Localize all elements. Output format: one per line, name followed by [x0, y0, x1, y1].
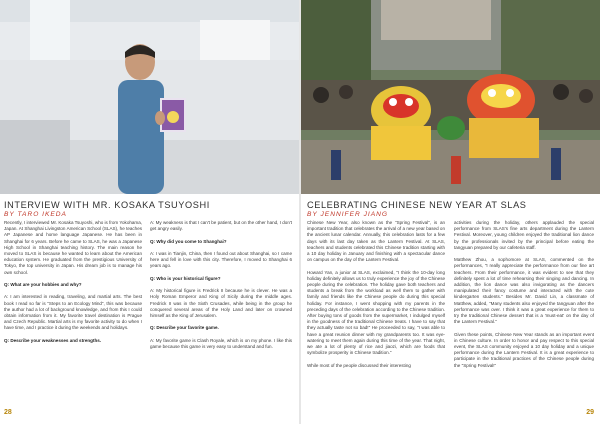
page-number: 29	[586, 409, 594, 416]
paragraph: Howard Yan, a junior at SLAS, exclaimed, "I think the 10-day long holiday definitely allows us to truly experience the joy of the Chinese people during the celebration. The holiday gave both teachers and students a break from the workload as well them to gather with family and friends like the Chinese people do during this special holiday. For instance, I went shopping with my parents in the preceding days of the celebration according to the Chinese tradition. After buying tons of goods from the supermarket, I indulged myself in the goodness of the traditional Chinese treats. I have to say that they actually taste not so bad!" He proceeded to say, "I was able to have a great reunion dinner with my grandparents too. It was eye-watering to meet them again during this time of the year. That night, we ate a lot of plenty of rice and jiaozi, which are foods that symbolize prosperity in Chinese tradition."	[307, 269, 445, 356]
paragraph: Recently, I interviewed Mr. Kosaka Tsuyoshi, who is from Yokohama, Japan. At Shanghai Livingston American School (SLAS), he teaches AP Japanese and home language Japanese. He has been in Shanghai for 6 years. Before he came to SLAS, he was a Japanese High School in Shanghai teaching history. The main reason he moved to SLAS is because he wanted to learn about the American education system. He graduated from the prestigious University of Tokyo, the top university in Japan. His dream job is to manage his own school.	[4, 220, 142, 275]
paragraph: A: My weakness is that I can't be patient, but on the other hand, I don't get angry easily.	[150, 220, 292, 232]
article-column-2	[150, 220, 292, 356]
paragraph: activities during the holiday, others applauded the special performance from SLAS's fine arts department during the Lantern Festival. Moreover, young children enjoyed the traditional lion dance by the professionals invited by the principal before eating the tangyuan prepared by our cafeteria staff.	[454, 220, 594, 250]
article-title: CELEBRATING CHINESE NEW YEAR AT SLAS	[307, 200, 527, 210]
question: Q: Describe your favorite game.	[150, 325, 219, 331]
paragraph: While most of the people discussed their interesting	[307, 362, 411, 368]
question: Q: What are your hobbies and why?	[4, 282, 82, 288]
question: Q: Why did you come to Shanghai?	[150, 238, 227, 244]
lion-dance-photo	[301, 0, 600, 194]
article-byline: BY TARO IKEDA	[4, 211, 67, 218]
question: Q: Who is your historical figure?	[150, 275, 221, 281]
question: Q: Describe your weaknesses and strengths.	[4, 337, 102, 343]
article-column-1	[4, 220, 142, 350]
paragraph: A: My historical figure is Fredrick II because he is clever. He was a Holy Roman Emperor and King of Sicily during the middle ages. Fredrick II was in the Sixth Crusades, while being in the group he conquered several areas of the Holy Land and later on crowned himself as the King of Jerusalem.	[150, 288, 292, 318]
paragraph: A: I was in Tianjin, China, then I found out about Shanghai, so I came here and fell in love with this city. Therefore, I moved to Shanghai 6 years ago.	[150, 250, 292, 269]
article-byline: BY JENNIFER JIANG	[307, 211, 388, 218]
teacher-photo	[0, 0, 299, 194]
right-page	[301, 0, 600, 424]
article-title: INTERVIEW WITH MR. KOSAKA TSUYOSHI	[4, 200, 210, 210]
page-number: 28	[4, 409, 12, 416]
article-column-2	[454, 220, 594, 375]
paragraph: Chinese New Year, also known as the "Spring Festival", is an important tradition that celebrates the arrival of a new year based on the ancient lunar calendar. Annually, this celebration lasts for a few days with its last day taken as the Lantern Festival. At SLAS, teachers and students celebrated this Chinese tradition starting with a 10 day holiday in January and finishing with a spectacular dance on campus on the day of the Lantern Festival.	[307, 220, 445, 263]
left-page	[0, 0, 299, 424]
article-column-1	[307, 220, 445, 375]
paragraph: A: My favorite game is Clash Royale, which is on my phone. I like this game because this game is very easy to understand and fun.	[150, 337, 292, 349]
paragraph: A: I am interested in reading, traveling, and martial arts. The best book I read so far is "Steps to an Ecology Mind", this was because the author had a lot of background knowledge, and from this I could obtain information from it. My favorite travel destination is Prague and Czech Republic. Martial arts is my favorite activity to do when I have time, and I practice it during the weekends and holidays.	[4, 294, 142, 331]
paragraph: Matthew Zhou, a sophomore at SLAS, commented on the performances, "I really appreciate the performance from our fine art teachers. From their performance, it was evident to see that they definitely spent a lot of time rehearsing their singing and dancing. In addition, the lion dance was also invigorating as the dancers manipulated their fancy costume and interacted with the cute kindergarten students." Besides Mr. David Lin, a classmate of Matthew, added, "Many students also enjoyed the tangyuan after the performance was over. I think it was a great experience for them to try the traditional Chinese dessert that is a 'must-eat' on the day of the Lantern Festival."	[454, 257, 594, 325]
paragraph: Given these points, Chinese New Year stands as an important event in Chinese culture. In order to honor and pay respect to this special event, the SLAS community enjoyed a 10 day holiday and a unique performance during the Lantern Festival. It is a great experience to participate in the traditional practices of the Chinese people during the "Spring Festival!"	[454, 331, 594, 368]
